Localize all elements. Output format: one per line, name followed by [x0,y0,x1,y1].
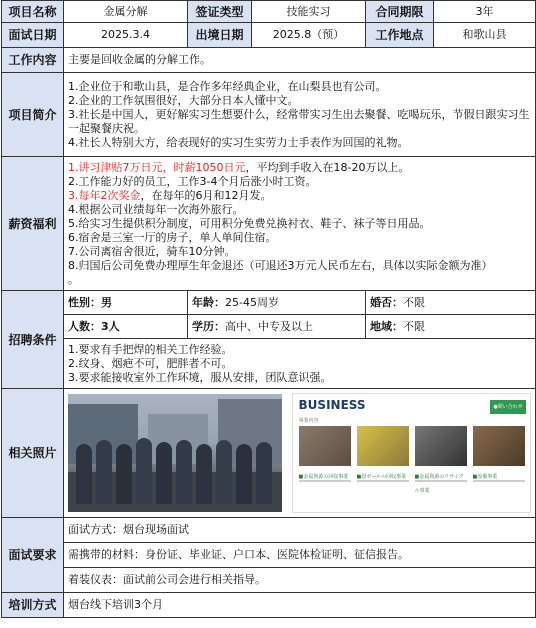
requirement-item: 2.纹身、烟疤不可，肥胖者不可。 [68,356,233,370]
marriage-value: 不限 [403,295,425,309]
region-cell [366,315,536,339]
company-business-screenshot [292,393,531,513]
requirement-item: 1.要求有手把焊的相关工作经验。 [68,342,233,356]
value-work-location: 和歌山县 [434,23,536,48]
education-value: 高中、中专及以上 [225,319,313,333]
salary-item-9: 。 [68,272,79,286]
label-departure-date: 出境日期 [188,23,252,48]
cardboard-image [357,426,409,466]
label-salary-benefits: 薪资福利 [2,157,64,291]
label-project-name: 项目名称 [2,1,64,23]
bonus-highlight: 3.每年2次奖金 [68,188,141,202]
requirement-item: 3.要求能接收室外工作环境，服从安排，团队意识强。 [68,370,332,384]
value-work-content: 主要是回收金属的分解工作。 [64,48,536,73]
salary-item-2: 2.工作能力好的员工，工作3-4个月后涨小时工资。 [68,174,317,188]
label-recruit-conditions: 招聘条件 [2,291,64,389]
interview-dress: 着装仪表：面试前公司会进行相关指导。 [64,568,536,593]
caption-2: ■段ボールの回収事業 [356,474,407,480]
salary-item-1 [68,161,531,175]
photos-cell [64,389,536,518]
education-cell [188,315,366,339]
caption-3: ■金属資源のリサイクル事業 [414,474,464,494]
age-label: 年龄： [192,295,225,309]
salary-benefits-list [64,157,536,291]
label-work-location: 工作地点 [366,23,434,48]
age-cell [188,291,366,315]
label-contract-term: 合同期限 [366,1,434,23]
label-interview-date: 面试日期 [2,23,64,48]
headcount-cell: 人数：3人 [64,315,188,339]
salary-text: ，在每年的6月和12月发。 [140,188,272,202]
scrap-metal-image [299,426,351,466]
label-interview-requirements: 面试要求 [2,518,64,593]
education-label: 学历： [192,319,225,333]
interview-method: 面试方式：烟台现场面试 [64,518,536,543]
marriage-cell [366,291,536,315]
job-info-table [1,0,536,618]
business-title: BUSINESS [298,398,366,412]
region-label: 地域： [370,319,403,333]
salary-item-4: 4.根据公司业绩每年一次海外旅行。 [68,202,244,216]
salary-item-6: 6.宿舍是三室一厅的房子，单人单间住宿。 [68,230,277,244]
value-departure-date: 2025.8（预） [252,23,366,48]
salary-item-8: 8.归国后公司免费办理厚生年金退还（可退还3万元人民币左右，具体以实际金额为准） [68,258,493,272]
intro-item: 3.社长是中国人，更好解实习生想要什么，经常带实习生出去聚餐、吃喝玩乐，节假日跟实习生一起聚餐庆祝。 [68,107,530,135]
salary-item-3 [68,189,531,203]
region-value: 不限 [403,319,425,333]
value-visa-type: 技能实习 [252,1,366,23]
marriage-label: 婚否： [370,295,403,309]
interview-materials: 需携带的材料：身份证、毕业证、户口本、医院体检证明、征信报告。 [64,543,536,568]
intro-item: 4.社长人特别大方，给表现好的实习生实劳力士手表作为回国的礼物。 [68,135,409,149]
equipment-image [473,426,525,466]
salary-item-7: 7.公司离宿舍很近，骑车10分钟。 [68,244,236,258]
team-photo [68,394,282,512]
label-work-content: 工作内容 [2,48,64,73]
salary-item-5: 5.给实习生提供积分制度，可用积分免费兑换衬衣、鞋子、袜子等日用品。 [68,216,431,230]
salary-text: ，平均到手收入在18-20万以上。 [245,160,410,174]
label-training-method: 培训方式 [2,593,64,618]
caption-4: ■設備事業 [472,474,498,480]
salary-highlight: 1.讲习津贴7万日元，时薪1050日元 [68,160,246,174]
value-contract-term: 3年 [434,1,536,23]
requirements-list [64,339,536,389]
business-subtitle: 事業内容 [298,418,319,424]
value-interview-date: 2025.3.4 [64,23,188,48]
label-visa-type: 签证类型 [188,1,252,23]
label-related-photos: 相关照片 [2,389,64,518]
project-intro-list [64,73,536,157]
metal-recycling-image [415,426,467,466]
age-value: 25-45周岁 [225,295,279,309]
intro-item: 2.企业的工作氛围很好，大部分日本人懂中文。 [68,93,299,107]
caption-1: ■金属資源の回収事業 [298,474,349,480]
training-value: 烟台线下培训3个月 [64,593,536,618]
value-project-name: 金属分解 [64,1,188,23]
gender-cell: 性别：男 [64,291,188,315]
label-project-intro: 项目简介 [2,73,64,157]
contact-badge: ●問い合わせ [490,400,526,414]
intro-item: 1.企业位于和歌山县，是合作多年经典企业，在山梨县也有公司。 [68,79,387,93]
